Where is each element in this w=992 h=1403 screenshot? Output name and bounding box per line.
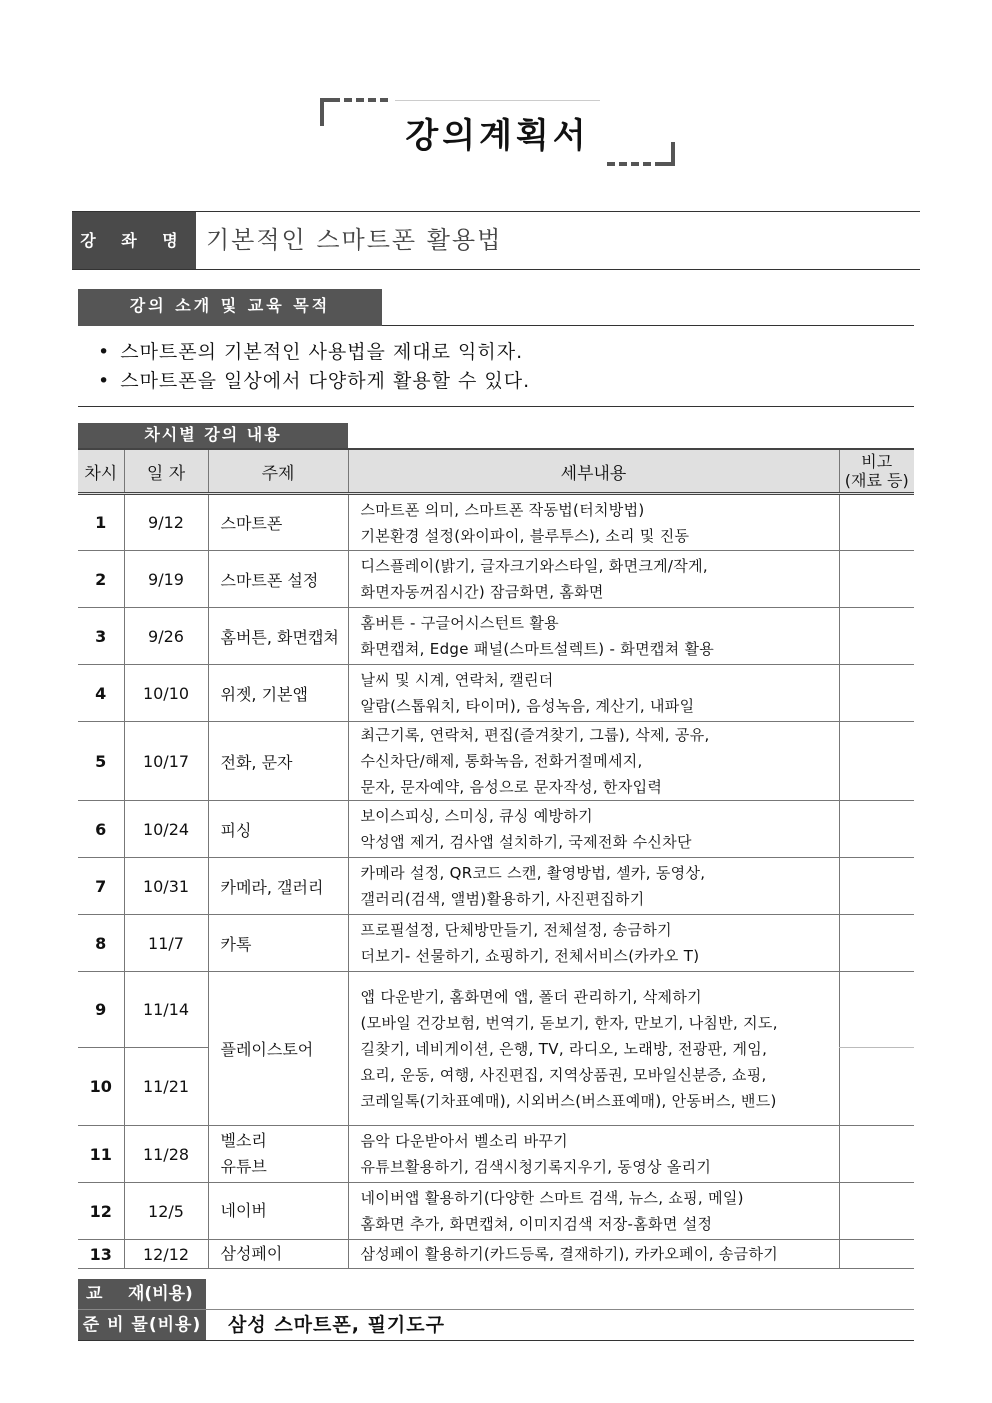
topic-line: 삼성페이 (220, 1244, 283, 1263)
col-header-session: 차시 (78, 449, 124, 494)
session-detail (348, 1240, 839, 1269)
col-header-note-line1: 비고 (861, 452, 893, 471)
prep-value: 삼성 스마트폰, 필기도구 (228, 1314, 445, 1336)
detail-line: 요리, 운동, 여행, 사진편집, 지역상품권, 모바일신분증, 쇼핑, (360, 1065, 767, 1084)
materials-label-part2: 재(비용) (128, 1284, 193, 1304)
detail-line: 홈화면 추가, 화면캡쳐, 이미지검색 저장-홈화면 설정 (360, 1215, 713, 1233)
session-note (839, 972, 914, 1048)
intro-section-header: 강의 소개 및 교육 목적 (78, 289, 382, 326)
table-row (78, 1240, 914, 1269)
detail-line: 음악 다운받아서 벨소리 바꾸기 (360, 1132, 568, 1150)
table-row (78, 1183, 914, 1240)
detail-line: 더보기- 선물하기, 쇼핑하기, 전체서비스(카카오 T) (360, 947, 700, 965)
intro-bottom-divider (78, 406, 914, 407)
detail-line: 갤러리(검색, 앨범)활용하기, 사진편집하기 (360, 890, 645, 908)
table-row (78, 915, 914, 972)
detail-line: 홈버튼 - 구글어시스턴트 활용 (360, 614, 559, 632)
session-date: 10/24 (124, 801, 208, 858)
detail-line: 삼성페이 활용하기(카드등록, 결재하기), 카카오페이, 송금하기 (360, 1245, 779, 1263)
session-detail (348, 665, 839, 722)
detail-line: 문자, 문자예약, 음성으로 문자작성, 한자입력 (360, 778, 663, 796)
session-date: 10/10 (124, 665, 208, 722)
session-note (839, 665, 914, 722)
session-note (839, 801, 914, 858)
session-date: 12/5 (124, 1183, 208, 1240)
session-note (839, 1048, 914, 1126)
table-row (78, 1126, 914, 1183)
session-date: 10/31 (124, 858, 208, 915)
intro-bullets (98, 338, 530, 396)
table-row (78, 665, 914, 722)
session-topic (208, 1183, 348, 1240)
session-detail (348, 915, 839, 972)
session-detail (348, 972, 839, 1126)
title-rule (395, 100, 600, 101)
schedule-header-row (78, 449, 914, 494)
detail-line: 악성앱 제거, 검사앱 설치하기, 국제전화 수신차단 (360, 833, 692, 851)
session-number: 5 (78, 722, 124, 801)
session-number: 9 (78, 972, 124, 1048)
session-number: 8 (78, 915, 124, 972)
schedule-table (78, 448, 914, 1269)
session-date: 11/21 (124, 1048, 208, 1126)
session-date: 9/26 (124, 608, 208, 665)
detail-line: 기본환경 설정(와이파이, 블루투스), 소리 및 진동 (360, 526, 690, 545)
intro-bullet: • 스마트폰의 기본적인 사용법을 제대로 익히자. (98, 338, 530, 367)
session-number: 1 (78, 494, 124, 551)
intro-divider (382, 325, 914, 326)
detail-line: 앱 다운받기, 홈화면에 앱, 폴더 관리하기, 삭제하기 (360, 987, 702, 1006)
session-note (839, 722, 914, 801)
session-date: 11/28 (124, 1126, 208, 1183)
session-detail (348, 1126, 839, 1183)
session-date: 11/14 (124, 972, 208, 1048)
detail-line: 프로필설정, 단체방만들기, 전체설정, 송금하기 (360, 921, 672, 939)
session-topic: 홈버튼, 화면캡쳐 (208, 608, 348, 665)
session-topic: 카메라, 갤러리 (208, 858, 348, 915)
intro-bullet: • 스마트폰을 일상에서 다양하게 활용할 수 있다. (98, 367, 530, 396)
session-detail (348, 494, 839, 551)
session-date: 9/12 (124, 494, 208, 551)
session-number: 3 (78, 608, 124, 665)
schedule-section-header: 차시별 강의 내용 (78, 423, 348, 448)
col-header-date: 일 자 (124, 449, 208, 494)
session-note (839, 1126, 914, 1183)
col-header-note-line2: (재료 등) (844, 471, 909, 490)
session-topic (208, 1240, 348, 1269)
session-topic: 스마트폰 설정 (208, 551, 348, 608)
session-number: 2 (78, 551, 124, 608)
session-number: 12 (78, 1183, 124, 1240)
course-name-label: 강 좌 명 (72, 212, 196, 269)
table-row (78, 608, 914, 665)
table-row (78, 801, 914, 858)
session-note (839, 608, 914, 665)
session-note (839, 858, 914, 915)
col-header-detail: 세부내용 (348, 449, 839, 494)
detail-line: 유튜브활용하기, 검색시청기록지우기, 동영상 올리기 (360, 1158, 712, 1176)
table-row (78, 858, 914, 915)
session-topic: 전화, 문자 (208, 722, 348, 801)
detail-line: 최근기록, 연락처, 편집(즐겨찾기, 그룹), 삭제, 공유, (360, 726, 710, 744)
detail-line: 네이버앱 활용하기(다양한 스마트 검색, 뉴스, 쇼핑, 메일) (360, 1189, 744, 1207)
session-note (839, 494, 914, 551)
materials-row (78, 1279, 914, 1310)
session-note (839, 1240, 914, 1269)
table-row (78, 551, 914, 608)
course-name-row (72, 211, 920, 270)
topic-line: 네이버 (220, 1201, 267, 1220)
session-note (839, 1183, 914, 1240)
title-corner-bottom-right (663, 142, 675, 166)
detail-line: 수신차단/해제, 통화녹음, 전화거절메세지, (360, 752, 643, 770)
session-date: 12/12 (124, 1240, 208, 1269)
topic-line: 벨소리 (220, 1131, 267, 1150)
session-date: 10/17 (124, 722, 208, 801)
table-row (78, 972, 914, 1048)
session-date: 11/7 (124, 915, 208, 972)
session-number: 13 (78, 1240, 124, 1269)
detail-line: 날씨 및 시계, 연락처, 캘린더 (360, 671, 554, 689)
detail-line: (모바일 건강보험, 번역기, 돋보기, 한자, 만보기, 나침반, 지도, (360, 1013, 778, 1032)
session-detail (348, 608, 839, 665)
page-title: 강의계획서 (405, 116, 590, 156)
session-detail (348, 551, 839, 608)
materials-label (78, 1279, 206, 1309)
detail-line: 화면자동꺼짐시간) 잠금화면, 홈화면 (360, 583, 604, 601)
detail-line: 길찾기, 네비게이션, 은행, TV, 라디오, 노래방, 전광판, 게임, (360, 1039, 768, 1058)
session-note (839, 551, 914, 608)
session-detail (348, 858, 839, 915)
table-row (78, 494, 914, 551)
detail-line: 알람(스톱워치, 타이머), 음성녹음, 계산기, 내파일 (360, 697, 695, 715)
session-number: 4 (78, 665, 124, 722)
session-note (839, 915, 914, 972)
session-topic: 위젯, 기본앱 (208, 665, 348, 722)
title-dash-bottom (607, 162, 663, 166)
session-number: 7 (78, 858, 124, 915)
course-name-value: 기본적인 스마트폰 활용법 (206, 226, 503, 254)
session-detail (348, 722, 839, 801)
session-topic (208, 1126, 348, 1183)
session-detail (348, 1183, 839, 1240)
session-topic: 피싱 (208, 801, 348, 858)
table-row (78, 722, 914, 801)
session-detail (348, 801, 839, 858)
detail-line: 보이스피싱, 스미싱, 큐싱 예방하기 (360, 807, 593, 825)
prep-row (78, 1310, 914, 1341)
session-topic: 스마트폰 (208, 494, 348, 551)
detail-line: 스마트폰 의미, 스마트폰 작동법(터치방법) (360, 500, 645, 519)
session-number: 6 (78, 801, 124, 858)
session-number: 10 (78, 1048, 124, 1126)
session-number: 11 (78, 1126, 124, 1183)
col-header-topic: 주제 (208, 449, 348, 494)
col-header-note (839, 449, 914, 494)
topic-line: 유튜브 (220, 1157, 267, 1176)
detail-line: 카메라 설정, QR코드 스캔, 촬영방법, 셀카, 동영상, (360, 864, 706, 882)
title-frame (320, 98, 675, 170)
title-dash-top (332, 98, 388, 102)
materials-label-part1: 교 (86, 1284, 103, 1304)
session-date: 9/19 (124, 551, 208, 608)
session-topic: 플레이스토어 (208, 972, 348, 1126)
prep-label: 준 비 물(비용) (78, 1310, 206, 1340)
detail-line: 코레일톡(기차표예매), 시외버스(버스표예매), 안동버스, 밴드) (360, 1091, 777, 1110)
detail-line: 디스플레이(밝기, 글자크기와스타일, 화면크게/작게, (360, 557, 708, 575)
detail-line: 화면캡쳐, Edge 패널(스마트설렉트) - 화면캡쳐 활용 (360, 640, 715, 658)
session-topic: 카톡 (208, 915, 348, 972)
